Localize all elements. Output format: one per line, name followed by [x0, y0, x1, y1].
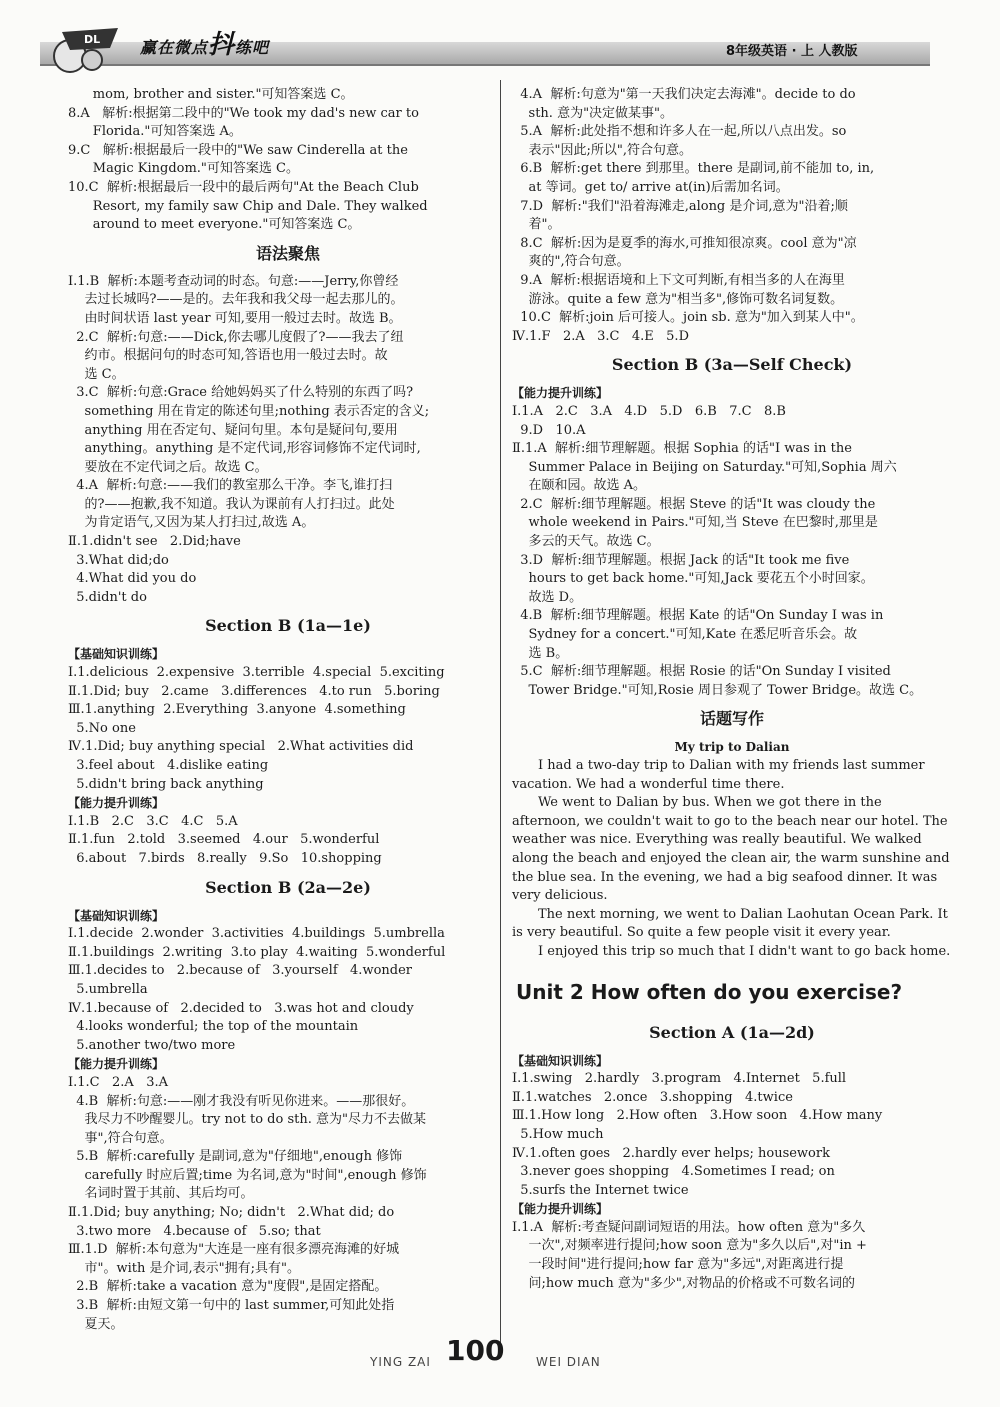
answer-line: 6.B 解析:get there 到那里。there 是副词,前不能加 to, in, [512, 161, 875, 177]
answer-line: at 等词。get to/ arrive at(in)后需加名词。 [512, 179, 789, 195]
answer-line: 名词时置于其前、其后均可。 [68, 1186, 254, 1202]
answer-line: 8.A 解析:根据第二段中的"We took my dad's new car to [68, 105, 419, 121]
answer-line: whole weekend in Pairs."可知,当 Steve 在巴黎时,那里是 [512, 515, 878, 531]
answer-line: Ⅰ.1.delicious 2.expensive 3.terrible 4.special 5.exciting [68, 665, 445, 681]
answer-line: 爽的",符合句意。 [512, 254, 630, 270]
answer-line: Ⅰ.1.C 2.A 3.A [68, 1074, 168, 1090]
answer-line: 10.C 解析:join 后可接人。join sb. 意为"加入到某人中"。 [512, 310, 864, 326]
answer-line: 去过长城吗?——是的。去年我和我父母一起去那儿的。 [68, 292, 404, 308]
answer-line: Ⅳ.1.because of 2.decided to 3.was hot and cloudy [68, 1000, 414, 1016]
answer-line: Ⅳ.1.F 2.A 3.C 4.E 5.D [512, 328, 689, 344]
answer-line: 约市。根据问句的时态可知,答语也用一般过去时。故 [68, 348, 388, 364]
section-heading: Section B (1a—1e) [205, 616, 371, 636]
section-heading: Section B (2a—2e) [205, 877, 371, 897]
answer-line: 5.umbrella [68, 981, 148, 997]
answer-line: 5.How much [512, 1126, 604, 1142]
training-label: 【能力提升训练】 [512, 1202, 609, 1217]
answer-line: Ⅰ.1.decide 2.wonder 3.activities 4.buildings 5.umbrella [68, 926, 445, 942]
answer-line: 着"。 [512, 217, 561, 233]
answer-line: 一段时间"进行提问;how far 意为"多远",对距离进行提 [512, 1257, 844, 1273]
answer-line: 在颐和园。故选 A。 [512, 478, 647, 494]
essay-title: My trip to Dalian [674, 740, 790, 755]
answer-line: anything。anything 是不定代词,形容词修饰不定代词时, [68, 441, 421, 457]
unit-heading: Unit 2 How often do you exercise? [516, 979, 903, 1004]
answer-line: Ⅱ.1.Did; buy 2.came 3.differences 4.to run 5.boring [68, 683, 440, 699]
answer-line: 的?——抱歉,我不知道。我认为课前有人打扫过。此处 [68, 496, 395, 512]
answer-line: 3.never goes shopping 4.Sometimes I read; on [512, 1164, 835, 1180]
answer-line: 要放在不定代词之后。故选 C。 [68, 459, 268, 475]
answer-line: 3.B 解析:由短文第一句中的 last summer,可知此处指 [68, 1298, 395, 1314]
answer-line: 4.A 解析:句意为"第一天我们决定去海滩"。decide to do [512, 87, 856, 102]
essay-paragraph: The next morning, we went to Dalian Laohutan Ocean Park. It is very beautiful. So quite a few people visit it every year. [512, 906, 953, 941]
brand-end: 练吧 [235, 38, 270, 57]
right-column [512, 86, 952, 1293]
answer-line: Ⅲ.1.D 解析:本句意为"大连是一座有很多漂亮海滩的好城 [68, 1242, 400, 1258]
answer-line: 4.B 解析:句意:——刚才我没有听见你进来。——那很好。 [68, 1093, 415, 1109]
answer-line: 选 B。 [512, 645, 569, 661]
answer-line: Ⅰ.1.B 解析:本题考查动词的时态。句意:——Jerry,你曾经 [68, 273, 399, 289]
answer-line: Ⅲ.1.How long 2.How often 3.How soon 4.How many [512, 1108, 883, 1124]
essay-paragraph: I enjoyed this trip so much that I didn't want to go back home. [538, 943, 951, 959]
brand-big: 抖 [208, 30, 236, 60]
footer-right: WEI DIAN [536, 1355, 601, 1369]
answer-line: 4.A 解析:句意:——我们的教室那么干净。李飞,谁打扫 [68, 478, 393, 494]
answer-line: 9.D 10.A [512, 422, 586, 438]
training-label: 【能力提升训练】 [68, 1057, 165, 1072]
answer-line: 3.feel about 4.dislike eating [68, 758, 269, 773]
essay-paragraph: I had a two-day trip to Dalian with my friends last summer vacation. We had a wonderful time there. [512, 758, 929, 792]
answer-line: Ⅱ.1.fun 2.told 3.seemed 4.our 5.wonderful [68, 832, 380, 848]
answer-line: 5.didn't do [68, 589, 147, 605]
answer-line: mom, brother and sister."可知答案选 C。 [68, 87, 354, 102]
answer-line: Tower Bridge."可知,Rosie 周日参观了 Tower Bridge。故选 C。 [512, 682, 923, 698]
answer-line: Ⅳ.1.often goes 2.hardly ever helps; housework [512, 1145, 830, 1161]
answer-line: 2.C 解析:细节理解题。根据 Steve 的话"It was cloudy the [512, 496, 876, 512]
answer-line: 5.surfs the Internet twice [512, 1182, 689, 1198]
training-label: 【基础知识训练】 [68, 908, 165, 923]
answer-line: 4.B 解析:细节理解题。根据 Kate 的话"On Sunday I was in [512, 608, 884, 624]
brand-small: 赢在微点 [140, 38, 209, 57]
answer-line: 游泳。quite a few 意为"相当多",修饰可数名词复数。 [512, 291, 844, 307]
answer-line: Ⅱ.1.didn't see 2.Did;have [68, 534, 241, 550]
answer-line: 我尽力不吵醒婴儿。try not to do sth. 意为"尽力不去做某 [68, 1112, 426, 1128]
section-heading: Section A (1a—2d) [649, 1022, 815, 1042]
answer-line: 故选 D。 [512, 589, 583, 605]
training-label: 【能力提升训练】 [512, 386, 609, 401]
answer-line: hours to get back home."可知,Jack 要花五个小时回家。 [512, 571, 874, 587]
answer-line: 表示"因此;所以",符合句意。 [512, 142, 693, 158]
answer-line: Ⅰ.1.B 2.C 3.C 4.C 5.A [68, 813, 238, 829]
answer-line: Florida."可知答案选 A。 [68, 124, 242, 140]
answer-line: 3.C 解析:句意:Grace 给她妈妈买了什么特别的东西了吗? [68, 385, 414, 401]
training-label: 【基础知识训练】 [68, 647, 165, 662]
answer-line: Ⅱ.1.buildings 2.writing 3.to play 4.waiting 5.wonderful [68, 944, 446, 960]
answer-line: sth. 意为"决定做某事"。 [512, 105, 674, 121]
answer-line: Resort, my family saw Chip and Dale. They walked [68, 198, 428, 214]
logo-icon [48, 22, 126, 74]
left-column [68, 86, 508, 1334]
answer-line: Summer Palace in Beijing on Saturday."可知,Sophia 周六 [512, 459, 897, 475]
section-heading: Section B (3a—Self Check) [611, 355, 853, 375]
answer-line: 事",符合句意。 [68, 1130, 173, 1146]
answer-line: anything 用在否定句、疑问句里。本句是疑问句,要用 [68, 422, 398, 438]
answer-line: 3.What did;do [68, 552, 169, 568]
answer-line: 一次",对频率进行提问;how soon 意为"多久以后",对"in + [512, 1238, 867, 1254]
answer-line: Sydney for a concert."可知,Kate 在悉尼听音乐会。故 [512, 627, 858, 643]
answer-line: Ⅲ.1.anything 2.Everything 3.anyone 4.something [68, 702, 406, 718]
essay-paragraph: We went to Dalian by bus. When we got there in the afternoon, we couldn't wait to go to the beach near our hotel. The weather was nice. Everything was really beautiful. We walked along the beach and enjoyed the clean air, the warm sunshine and the blue sea. In the evening, we had a big seafood dinner. It was very delicious. [512, 795, 954, 904]
answer-line: 9.A 解析:根据语境和上下文可判断,有相当多的人在海里 [512, 272, 845, 288]
answer-line: 7.D 解析:"我们"沿着海滩走,along 是介词,意为"沿着;顺 [512, 198, 848, 214]
answer-line: 多云的天气。故选 C。 [512, 534, 660, 550]
answer-line: 4.looks wonderful; the top of the mountain [68, 1019, 359, 1035]
answer-line: 选 C。 [68, 366, 125, 382]
answer-line: carefully 时应后置;time 为名词,意为"时间",enough 修饰 [68, 1167, 427, 1183]
answer-line: 5.another two/two more [68, 1037, 236, 1053]
answer-line: Ⅲ.1.decides to 2.because of 3.yourself 4.wonder [68, 963, 412, 979]
answer-line: Ⅳ.1.Did; buy anything special 2.What activities did [68, 739, 414, 755]
answer-line: something 用在肯定的陈述句里;nothing 表示否定的含义; [68, 403, 430, 419]
answer-line: 6.about 7.birds 8.really 9.So 10.shopping [68, 850, 382, 866]
answer-line: 5.No one [68, 720, 136, 736]
section-heading: 话题写作 [699, 709, 764, 729]
answer-line: 市"。with 是介词,表示"拥有;具有"。 [68, 1260, 300, 1276]
answer-line: 2.C 解析:句意:——Dick,你去哪儿度假了?——我去了纽 [68, 329, 404, 345]
answer-line: 问;how much 意为"多少",对物品的价格或不可数名词的 [512, 1275, 855, 1291]
answer-line: 为肯定语气,又因为某人打扫过,故选 A。 [68, 515, 315, 531]
answer-line: Ⅱ.1.Did; buy anything; No; didn't 2.What did; do [68, 1205, 395, 1221]
answer-line: Magic Kingdom."可知答案选 C。 [68, 161, 299, 177]
answer-line: 3.two more 4.because of 5.so; that [68, 1223, 321, 1239]
answer-line: Ⅰ.1.A 解析:考查疑问副词短语的用法。how often 意为"多久 [512, 1219, 866, 1235]
answer-line: Ⅱ.1.watches 2.once 3.shopping 4.twice [512, 1089, 793, 1105]
essay-body [512, 757, 952, 962]
footer-left: YING ZAI [370, 1355, 431, 1369]
page-number: 100 [446, 1334, 505, 1367]
answer-line: 3.D 解析:细节理解题。根据 Jack 的话"It took me five [512, 552, 850, 568]
answer-line: Ⅰ.1.A 2.C 3.A 4.D 5.D 6.B 7.C 8.B [512, 403, 786, 419]
svg-text:DL: DL [84, 33, 101, 46]
answer-line: 5.didn't bring back anything [68, 776, 264, 792]
answer-line: 5.B 解析:carefully 是副词,意为"仔细地",enough 修饰 [68, 1149, 403, 1165]
answer-line: around to meet everyone."可知答案选 C。 [68, 217, 361, 233]
answer-line: 8.C 解析:因为是夏季的海水,可推知很凉爽。cool 意为"凉 [512, 235, 857, 251]
answer-line: 9.C 解析:根据最后一段中的"We saw Cinderella at the [68, 142, 408, 158]
grade-label: 8年级英语 · 上 人教版 [726, 44, 858, 59]
answer-line: 夏天。 [68, 1316, 124, 1332]
training-label: 【基础知识训练】 [512, 1053, 609, 1068]
answer-line: 5.C 解析:细节理解题。根据 Rosie 的话"On Sunday I visited [512, 664, 891, 680]
training-label: 【能力提升训练】 [68, 796, 165, 811]
answer-line: 5.A 解析:此处指不想和许多人在一起,所以八点出发。so [512, 124, 847, 140]
brand-title [140, 30, 270, 60]
page-footer [0, 1334, 1000, 1380]
answer-line: 由时间状语 last year 可知,要用一般过去时。故选 B。 [68, 310, 402, 326]
answer-line: 2.B 解析:take a vacation 意为"度假",是固定搭配。 [68, 1279, 388, 1295]
page-header [0, 0, 1000, 85]
answer-line: 4.What did you do [68, 571, 197, 587]
answer-line: 10.C 解析:根据最后一段中的最后两句"At the Beach Club [68, 179, 419, 195]
section-heading: 语法聚焦 [255, 243, 320, 263]
answer-line: Ⅱ.1.A 解析:细节理解题。根据 Sophia 的话"I was in the [512, 441, 852, 457]
answer-line: Ⅰ.1.swing 2.hardly 3.program 4.Internet 5.full [512, 1071, 847, 1087]
